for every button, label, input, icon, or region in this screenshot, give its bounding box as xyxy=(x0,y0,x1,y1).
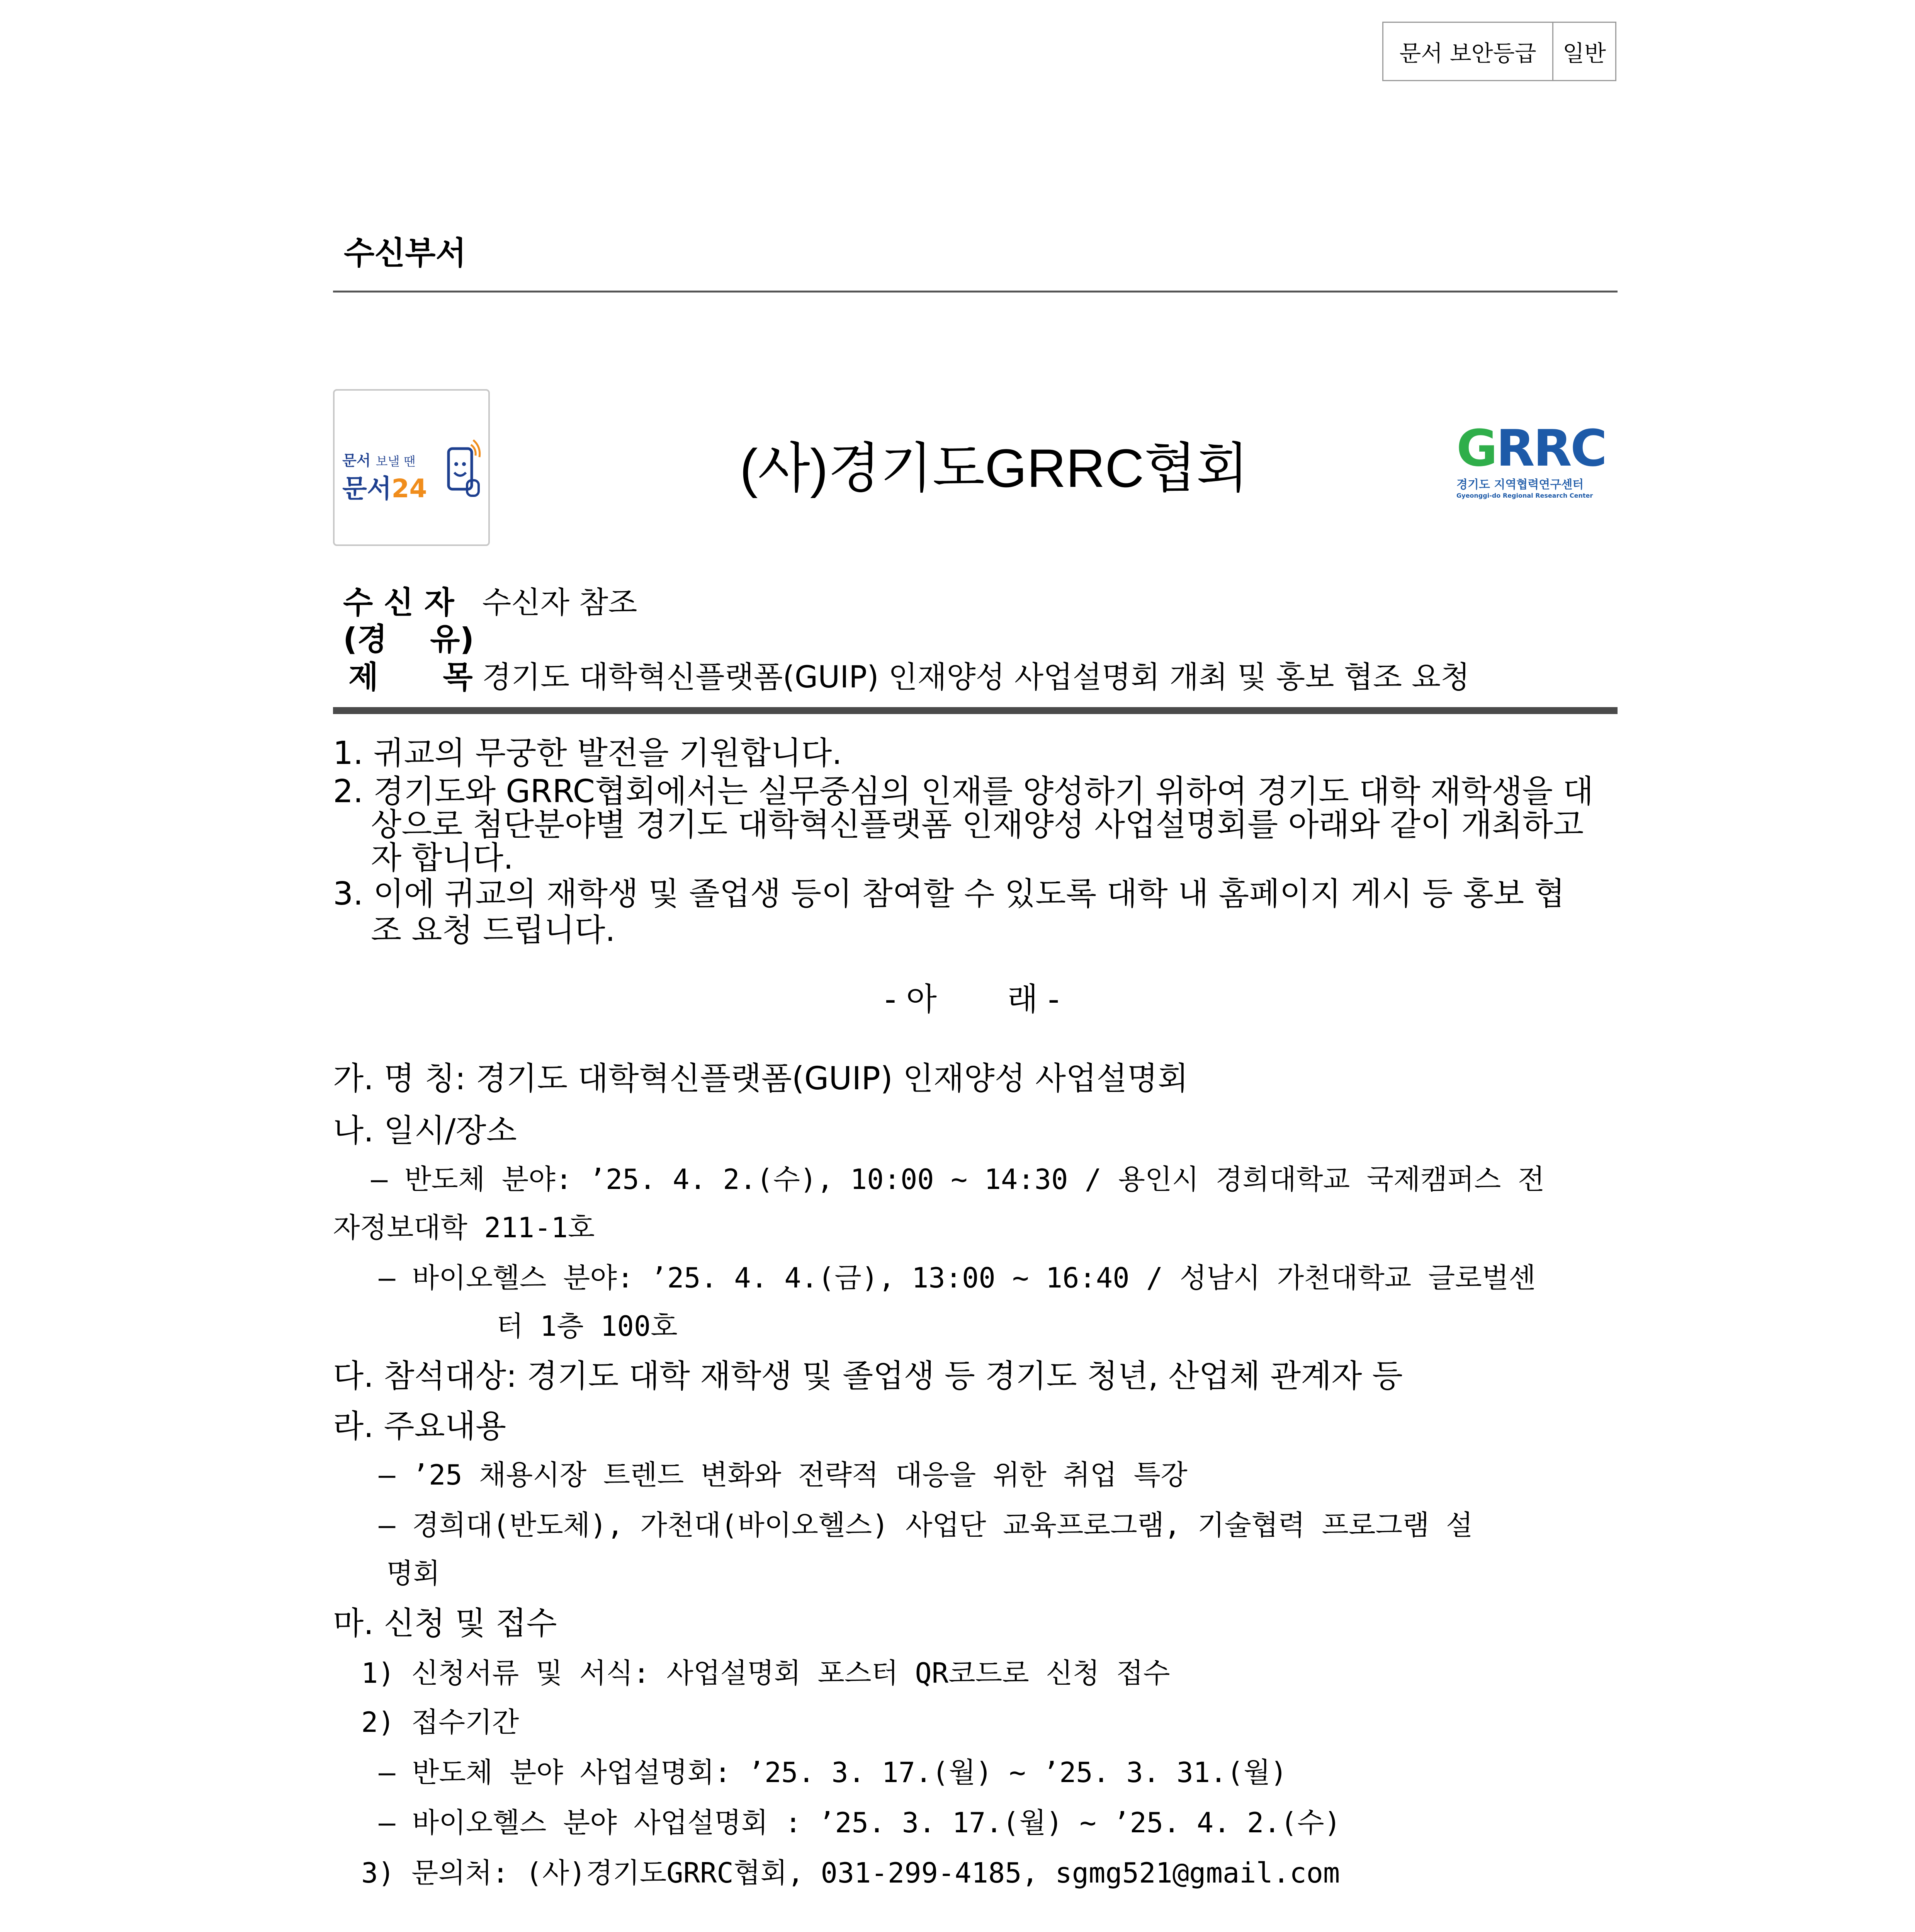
item-ra: 라. 주요내용 xyxy=(333,1408,506,1445)
recipient-label: 수 신 자 xyxy=(343,585,454,621)
security-grade-value: 일반 xyxy=(1562,40,1606,66)
item-ma: 마. 신청 및 접수 xyxy=(333,1605,557,1642)
via-label: (경 유) xyxy=(343,621,474,657)
subject-value: 경기도 대학혁신플랫폼(GUIP) 인재양성 사업설명회 개최 및 홍보 협조 요청 xyxy=(482,660,1470,695)
item-na-semiconductor: – 반도체 분야: ’25. 4. 2.(수), 10:00 ~ 14:30 / 용인시 경희대학교 국제캠퍼스 전 xyxy=(371,1163,1545,1196)
thick-divider xyxy=(333,707,1618,714)
item-ra-1: – ’25 채용시장 트렌드 변화와 전략적 대응을 위한 취업 특강 xyxy=(379,1459,1188,1491)
body-paragraph-2: 2. 경기도와 GRRC협회에서는 실무중심의 인재를 양성하기 위하여 경기도 대학 재학생을 대 xyxy=(333,773,1594,810)
item-ma-2-biohealth: – 바이오헬스 분야 사업설명회 : ’25. 3. 17.(월) ~ ’25. 4. 2.(수) xyxy=(379,1806,1341,1839)
item-ga: 가. 명 칭: 경기도 대학혁신플랫폼(GUIP) 인재양성 사업설명회 xyxy=(333,1060,1188,1097)
subject-label: 제 목 xyxy=(348,659,473,695)
item-na-semiconductor-cont: 자정보대학 211-1호 xyxy=(333,1211,595,1244)
item-ra-2-cont: 명회 xyxy=(386,1557,440,1590)
security-grade-label: 문서 보안등급 xyxy=(1383,23,1553,80)
divider xyxy=(333,291,1618,293)
item-ma-1: 1) 신청서류 및 서식: 사업설명회 포스터 QR코드로 신청 접수 xyxy=(361,1657,1170,1689)
below-heading: - 아 래 - xyxy=(885,981,1060,1018)
logo-korean-name: 경기도 지역협력연구센터 xyxy=(1456,478,1584,492)
body-paragraph-2-cont: 자 합니다. xyxy=(371,840,513,876)
org-title: (사)경기도GRRC협회 xyxy=(740,438,1249,498)
item-ra-2: – 경희대(반도체), 가천대(바이오헬스) 사업단 교육프로그램, 기술협력 프로그램 설 xyxy=(379,1509,1473,1541)
item-na-biohealth-cont: 터 1층 100호 xyxy=(496,1310,678,1342)
logo-text-small: 보낼 땐 xyxy=(376,454,416,469)
body-paragraph-3-cont: 조 요청 드립니다. xyxy=(371,912,615,949)
attachment-1 xyxy=(333,1930,1424,1932)
body-paragraph-2-cont: 상으로 첨단분야별 경기도 대학혁신플랫폼 인재양성 사업설명회를 아래와 같이 개최하고 xyxy=(371,806,1584,843)
phone-icon xyxy=(445,437,481,503)
logo-letters: RRC xyxy=(1496,419,1606,478)
item-ma-3: 3) 문의처: (사)경기도GRRC협회, 031-299-4185, sgmg521@gmail.com xyxy=(361,1857,1340,1889)
body-paragraph-3: 3. 이에 귀교의 재학생 및 졸업생 등이 참여할 수 있도록 대학 내 홈페이지 게시 등 홍보 협 xyxy=(333,876,1565,912)
recipient-dept-label: 수신부서 xyxy=(344,235,466,272)
item-na-biohealth: – 바이오헬스 분야: ’25. 4. 4.(금), 13:00 ~ 16:40 / 성남시 가천대학교 글로벌센 xyxy=(379,1262,1536,1294)
grrc-logo xyxy=(1456,419,1619,504)
body-paragraph-1: 1. 귀교의 무궁한 발전을 기원합니다. xyxy=(333,735,842,772)
security-grade-box xyxy=(1382,22,1616,81)
logo-number: 24 xyxy=(391,474,427,503)
logo-english-name: Gyeonggi-do Regional Research Center xyxy=(1456,492,1593,499)
munseo24-logo xyxy=(333,389,490,546)
recipient-value: 수신자 참조 xyxy=(482,585,637,620)
item-da: 다. 참석대상: 경기도 대학 재학생 및 졸업생 등 경기도 청년, 산업체 관계자 등 xyxy=(333,1358,1403,1395)
item-ma-2: 2) 접수기간 xyxy=(361,1706,519,1738)
logo-text: 문서 xyxy=(342,452,371,469)
item-ma-2-semiconductor: – 반도체 분야 사업설명회: ’25. 3. 17.(월) ~ ’25. 3. 31.(월) xyxy=(379,1756,1287,1789)
item-na: 나. 일시/장소 xyxy=(333,1112,517,1149)
logo-text: 문서 xyxy=(342,474,392,503)
logo-letter: G xyxy=(1456,419,1496,478)
